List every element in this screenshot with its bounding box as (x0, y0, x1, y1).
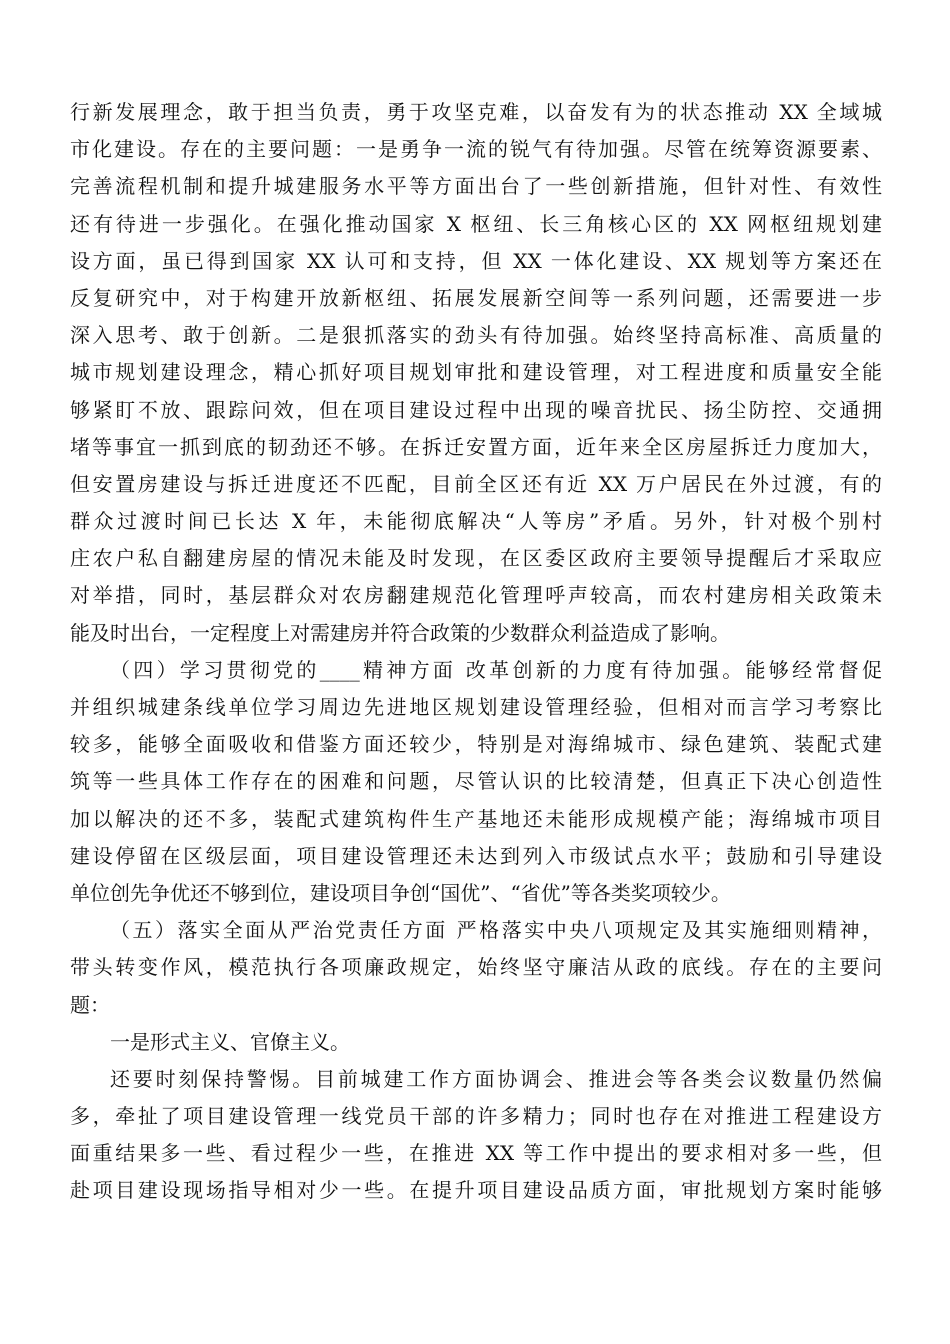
text-line: 还要时刻保持警惕。目前城建工作方面协调会、推进会等各类会议数量仍然偏 (110, 1066, 882, 1091)
text-line: 城市规划建设理念，精心抓好项目规划审批和建设管理，对工程进度和质量安全能 (70, 360, 882, 385)
text-line: 深入思考、敢于创新。二是狠抓落实的劲头有待加强。始终坚持高标准、高质量的 (70, 323, 882, 348)
section-heading-line: （四）学习贯彻党的____精神方面 改革创新的力度有待加强。能够经常督促 (110, 657, 882, 682)
text-line: 加以解决的还不多，装配式建筑构件生产基地还未能形成规模产能；海绵城市项目 (70, 806, 882, 831)
text-line: 设方面，虽已得到国家 XX 认可和支持，但 XX 一体化建设、XX 规划等方案还在 (70, 248, 882, 273)
text-line: 单位创先争优还不够到位，建设项目争创“国优”、“省优”等各类奖项较少。 (70, 880, 731, 905)
text-line: 建设停留在区级层面，项目建设管理还未达到列入市级试点水平；鼓励和引导建设 (70, 843, 882, 868)
section-heading-line: （五）落实全面从严治党责任方面 严格落实中央八项规定及其实施细则精神， (110, 918, 882, 943)
text-line: 能及时出台，一定程度上对需建房并符合政策的少数群众利益造成了影响。 (70, 620, 730, 645)
text-line: 赴项目建设现场指导相对少一些。在提升项目建设品质方面，审批规划方案时能够 (70, 1178, 882, 1203)
text-line: 够紧盯不放、跟踪问效，但在项目建设过程中出现的噪音扰民、扬尘防控、交通拥 (70, 397, 882, 422)
text-line: 并组织城建条线单位学习周边先进地区规划建设管理经验，但相对而言学习考察比 (70, 695, 882, 719)
text-line: 反复研究中，对于构建开放新枢纽、拓展发展新空间等一系列问题，还需要进一步 (70, 285, 882, 310)
subheading-line: 一是形式主义、官僚主义。 (110, 1029, 350, 1054)
text-line: 行新发展理念，敢于担当负责，勇于攻坚克难，以奋发有为的状态推动 XX 全域城 (70, 100, 882, 124)
text-line: 庄农户私自翻建房屋的情况未能及时发现，在区委区政府主要领导提醒后才采取应 (70, 546, 882, 571)
text-line: 市化建设。存在的主要问题：一是勇争一流的锐气有待加强。尽管在统筹资源要素、 (70, 137, 882, 162)
text-line: 带头转变作风，模范执行各项廉政规定，始终坚守廉洁从政的底线。存在的主要问 (70, 955, 882, 980)
text-line: 还有待进一步强化。在强化推动国家 X 枢纽、长三角核心区的 XX 网枢纽规划建 (70, 211, 882, 236)
text-line: 筑等一些具体工作存在的困难和问题，尽管认识的比较清楚，但真正下决心创造性 (70, 769, 882, 794)
text-line: 多，牵扯了项目建设管理一线党员干部的许多精力；同时也存在对推进工程建设方 (70, 1104, 882, 1129)
text-line: 堵等事宜一抓到底的韧劲还不够。在拆迁安置方面，近年来全区房屋拆迁力度加大， (70, 434, 882, 459)
text-line: 面重结果多一些、看过程少一些，在推进 XX 等工作中提出的要求相对多一些，但 (70, 1141, 882, 1166)
text-line: 完善流程机制和提升城建服务水平等方面出台了一些创新措施，但针对性、有效性 (70, 174, 882, 199)
text-line: 群众过渡时间已长达 X 年，未能彻底解决“人等房”矛盾。另外，针对极个别村 (70, 509, 882, 534)
text-line: 较多，能够全面吸收和借鉴方面还较少，特别是对海绵城市、绿色建筑、装配式建 (70, 732, 882, 757)
text-line: 但安置房建设与拆迁进度还不匹配，目前全区还有近 XX 万户居民在外过渡，有的 (70, 471, 882, 496)
text-line: 题： (70, 992, 110, 1017)
text-line: 对举措，同时，基层群众对农房翻建规范化管理呼声较高，而农村建房相关政策未 (70, 583, 882, 608)
document-body (70, 94, 882, 1210)
